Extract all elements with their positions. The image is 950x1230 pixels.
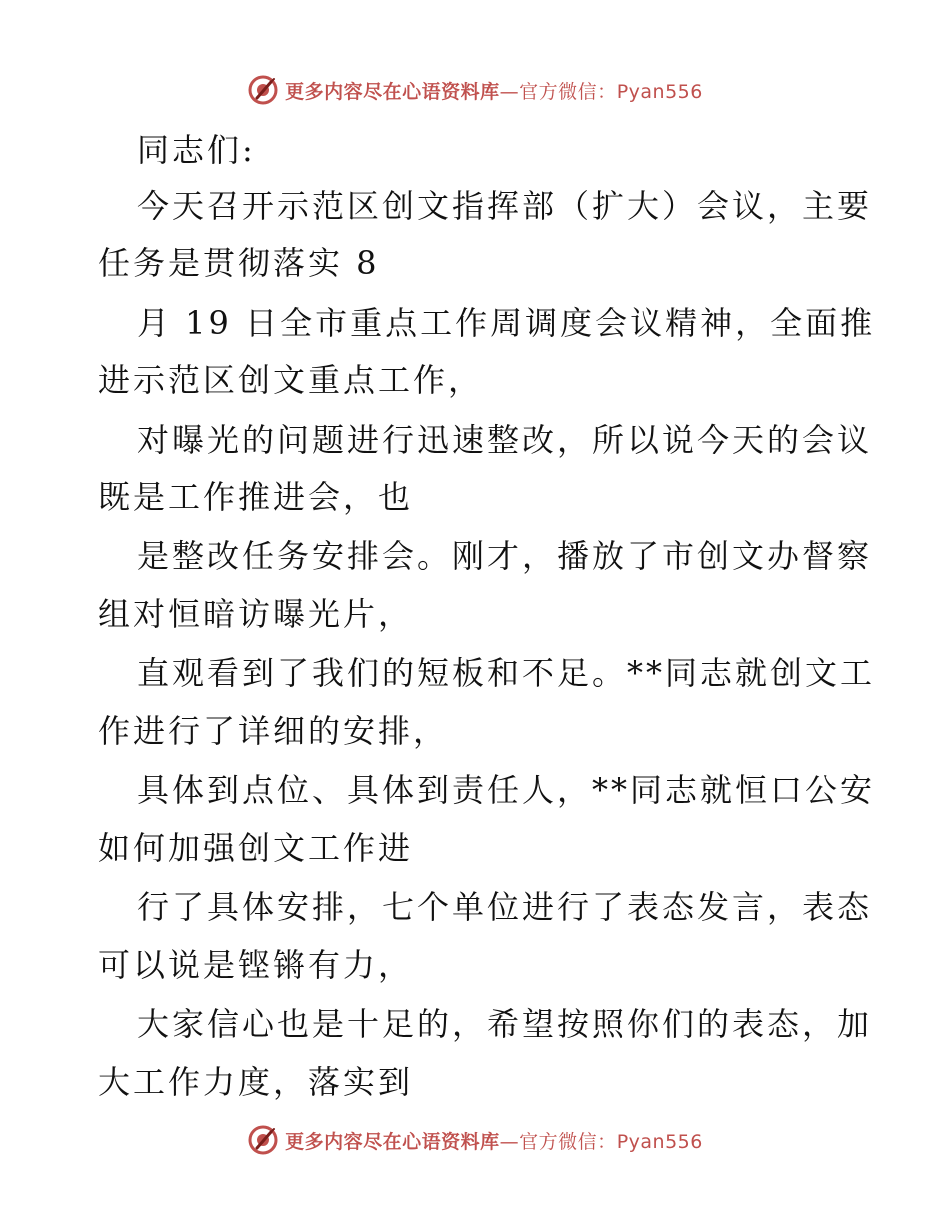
brand-logo-icon <box>247 74 279 106</box>
body-line: 对曝光的问题进行迅速整改，所以说今天的会议 <box>137 421 873 459</box>
body-line: 既是工作推进会，也 <box>98 478 414 516</box>
body-line: 进示范区创文重点工作， <box>98 361 484 399</box>
body-line: 今天召开示范区创文指挥部（扩大）会议，主要 <box>137 187 873 225</box>
footer-handle: Pyan556 <box>616 1130 703 1153</box>
header-banner <box>0 70 950 110</box>
body-line: 是整改任务安排会。刚才，播放了市创文办督察 <box>137 537 873 575</box>
footer-dash: — <box>499 1130 520 1153</box>
body-line: 直观看到了我们的短板和不足。**同志就创文工 <box>137 654 876 692</box>
body-line: 如何加强创文工作进 <box>98 829 414 867</box>
body-line: 任务是贯彻落实 8 <box>98 244 380 282</box>
footer-banner-text <box>285 1127 703 1154</box>
body-line: 可以说是铿锵有力， <box>98 946 414 984</box>
header-brand: 更多内容尽在心语资料库 <box>285 80 500 103</box>
header-banner-text <box>285 77 703 104</box>
brand-logo-icon <box>247 1124 279 1156</box>
body-line: 同志们: <box>137 131 256 169</box>
body-line: 具体到点位、具体到责任人，**同志就恒口公安 <box>137 771 876 809</box>
header-dash: — <box>499 80 520 103</box>
body-line: 作进行了详细的安排， <box>98 712 449 750</box>
header-wechat-label: 官方微信： <box>519 80 617 103</box>
footer-wechat-label: 官方微信： <box>519 1130 617 1153</box>
body-line: 行了具体安排，七个单位进行了表态发言，表态 <box>137 888 873 926</box>
header-handle: Pyan556 <box>616 80 703 103</box>
body-line: 大工作力度，落实到 <box>98 1063 414 1101</box>
footer-banner <box>0 1120 950 1160</box>
body-line: 大家信心也是十足的，希望按照你们的表态，加 <box>137 1005 873 1043</box>
body-line: 月 19 日全市重点工作周调度会议精神，全面推 <box>137 304 876 342</box>
body-line: 组对恒暗访曝光片， <box>98 595 414 633</box>
footer-brand: 更多内容尽在心语资料库 <box>285 1130 500 1153</box>
